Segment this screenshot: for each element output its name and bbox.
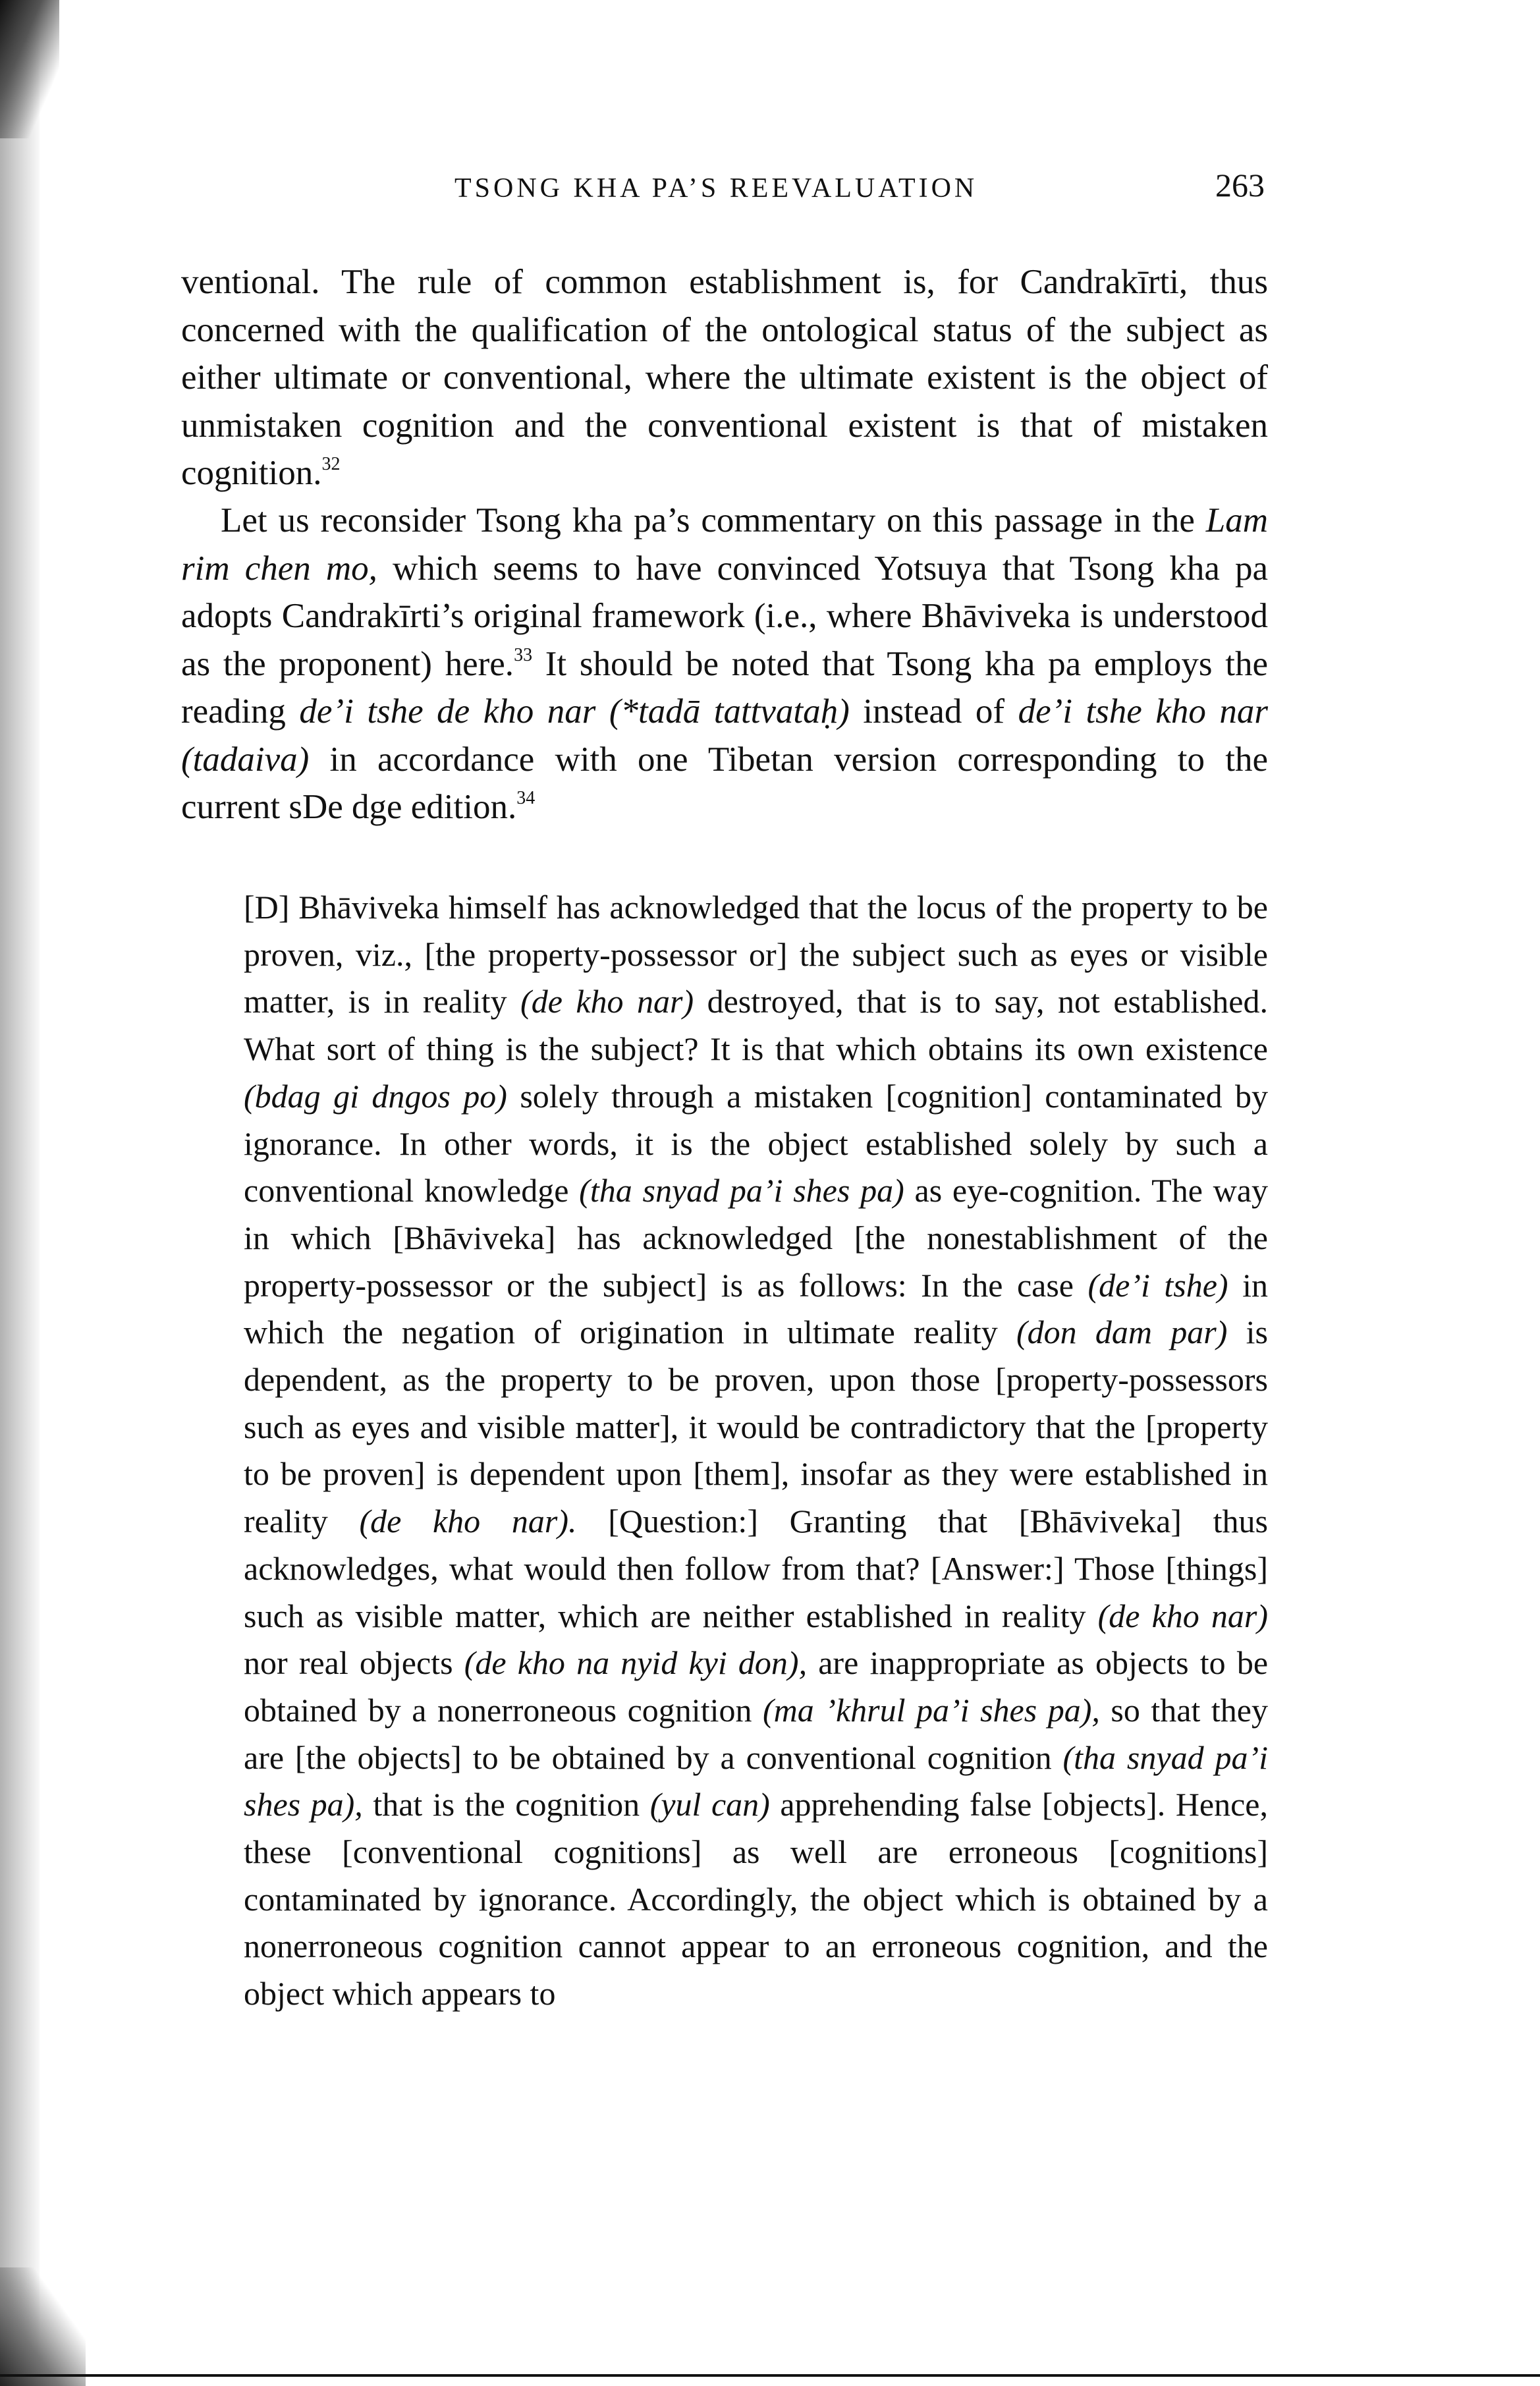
page-number: 263	[1215, 167, 1265, 204]
italic-term: (tha snyad pa’i shes pa)	[579, 1172, 904, 1209]
footnote-ref-33[interactable]: 33	[514, 644, 533, 665]
text-span: destroyed, that is to say, not established. What sort of thing is the subject? It is that which obtains its own existence	[244, 983, 1268, 1068]
italic-term: (de kho nar).	[359, 1503, 577, 1540]
italic-term: (ma ’khrul pa’i shes pa),	[763, 1691, 1100, 1729]
paragraph-1	[181, 258, 1268, 497]
text-span: nor real objects	[244, 1644, 464, 1682]
footnote-ref-34[interactable]: 34	[516, 788, 536, 808]
text-span: as eye-cognition. The way in which [Bhāviveka] has acknowledged [the nonestablishment of the property-possessor or the subject] is as follows: In the case	[244, 1172, 1268, 1304]
text-span: in accordance with one Tibetan version corresponding to the current sDe dge edition.	[181, 740, 1268, 826]
italic-term: (de kho na nyid kyi don),	[464, 1644, 808, 1682]
text-span: [Question:] Granting that [Bhāviveka] thus acknowledges, what would then follow from that? [Answer:] Those [things] such as visible matter, which are neither established in reality	[244, 1503, 1268, 1634]
italic-term: (yul can)	[649, 1786, 770, 1823]
italic-term: (de’i tshe)	[1087, 1266, 1228, 1304]
italic-term: de’i tshe de kho nar (*tadā tattvataḥ)	[299, 692, 850, 731]
text-span: so that they are [the objects] to be obtained by a conventional cognition	[244, 1691, 1268, 1776]
text-span: Let us reconsider Tsong kha pa’s commentary on this passage in the	[221, 501, 1206, 540]
block-quote	[244, 884, 1268, 2018]
running-head: TSONG KHA PA’S REEVALUATION	[454, 173, 978, 204]
text-span: that is the cognition	[362, 1786, 650, 1823]
italic-term: (de kho nar)	[520, 983, 694, 1020]
italic-title: Lam rim chen mo,	[181, 501, 1268, 588]
scan-shadow-top	[0, 0, 59, 138]
paragraph-2	[181, 497, 1268, 831]
text-span: It should be noted that Tsong kha pa employs the reading	[181, 644, 1268, 731]
text-span: [D] Bhāviveka himself has acknowledged that the locus of the property to be proven, viz., [the property-possessor or] the subject such as eyes or visible matter, is in reality	[244, 889, 1268, 1020]
text-span: are inappropriate as objects to be obtained by a nonerroneous cognition	[244, 1644, 1269, 1729]
text-span: which seems to have convinced Yotsuya that Tsong kha pa adopts Candrakīrti’s original framework (i.e., where Bhāviveka is understood as the proponent) here.	[181, 549, 1268, 683]
binding-shadow	[0, 0, 40, 2386]
italic-term: (tha snyad pa’i shes pa),	[244, 1738, 1269, 1823]
italic-term: de’i tshe kho nar (tadaiva)	[181, 692, 1268, 779]
text-span: apprehending false [objects]. Hence, these [conventional cognitions] as well are erroneous [cognitions] contaminated by ignorance. Accordingly, the object which is obtained by a nonerroneous cognition cannot appear to an erroneous cognition, and the object which appears to	[244, 1786, 1269, 2012]
page-edge-rule	[0, 2374, 1540, 2377]
italic-term: (don dam par)	[1016, 1314, 1228, 1351]
italic-term: (bdag gi dngos po)	[244, 1077, 507, 1115]
text-span: is dependent, as the property to be proven, upon those [property-possessors such as eyes and visible matter], it would be contradictory that the [property to be proven] is dependent upon [them], insofar as they were established in reality	[244, 1314, 1268, 1540]
footnote-ref-32[interactable]: 32	[321, 454, 341, 474]
text-span: instead of	[849, 692, 1018, 731]
text-span: in which the negation of origination in ultimate reality	[244, 1266, 1268, 1351]
text-span: solely through a mistaken [cognition] contaminated by ignorance. In other words, it is the object established solely by such a conventional knowledge	[244, 1077, 1268, 1209]
italic-term: (de kho nar)	[1097, 1597, 1268, 1634]
paragraph-1-text: ventional. The rule of common establishment is, for Candrakīrti, thus concerned with the qualification of the ontological status of the subject as either ultimate or conventional, where the ultimate existent is the object of unmistaken cognition and the conventional existent is that of mistaken cognition.	[181, 263, 1268, 492]
scan-shadow-bottom	[0, 2267, 86, 2386]
